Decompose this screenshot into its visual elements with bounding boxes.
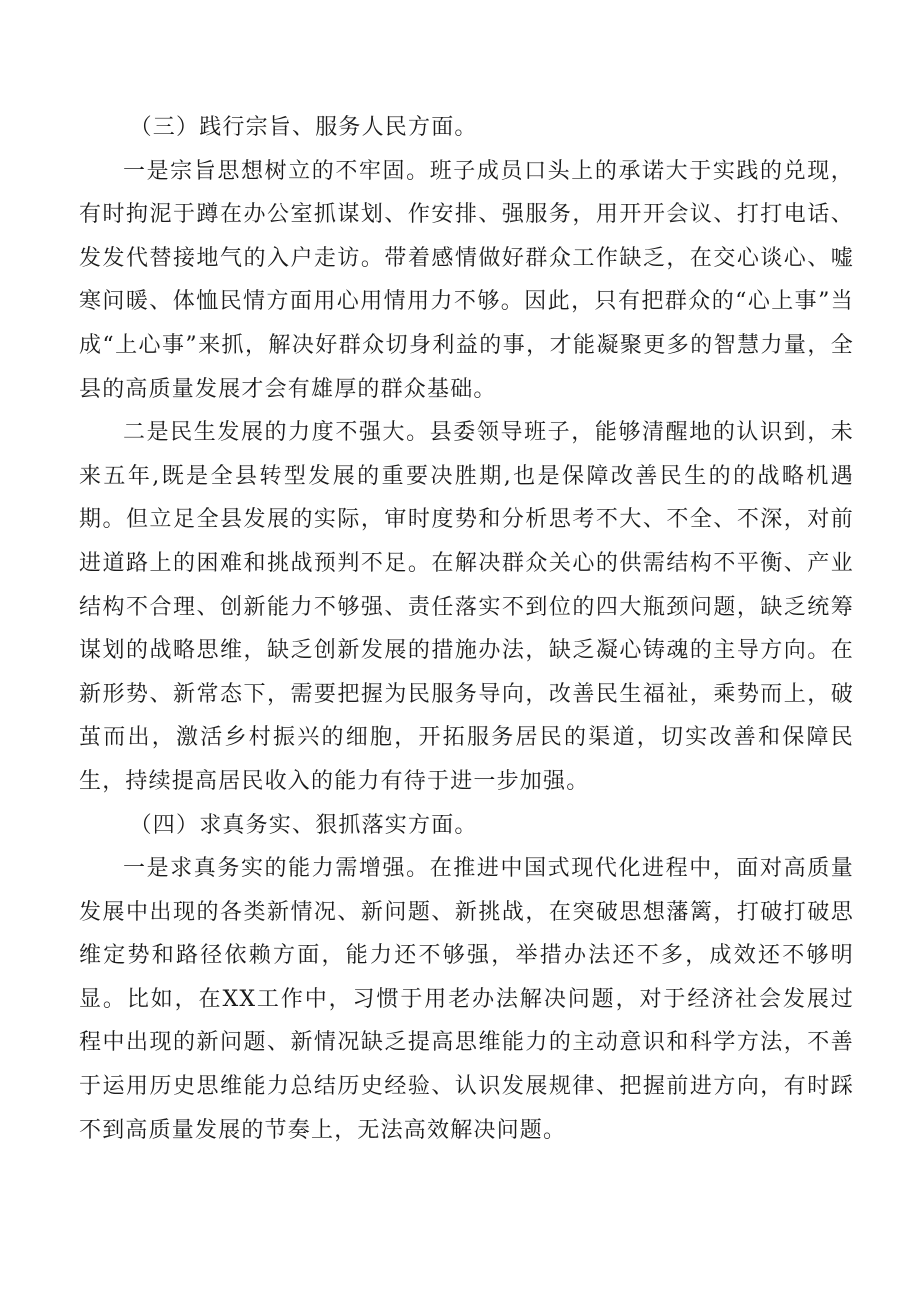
document-body [79,106,854,1152]
section-heading-3: （三）践行宗旨、服务人民方面。 [129,115,478,140]
paragraph-purpose: 一是宗旨思想树立的不牢固。班子成员口头上的承诺大于实践的兑现，有时拘泥于蹲在办公室抓谋划、作安排、强服务，用开开会议、打打电话、发发代替接地气的入户走访。带着感情做好群众工作缺乏，在交心谈心、嘘寒问暖、体恤民情方面用心用情用力不够。因此，只有把群众的“心上事”当成“上心事”来抓，解决好群众切身利益的事，才能凝聚更多的智慧力量，全县的高质量发展才会有雄厚的群众基础。 [79,158,854,402]
paragraph-pragmatic: 一是求真务实的能力需增强。在推进中国式现代化进程中，面对高质量发展中出现的各类新情况、新问题、新挑战，在突破思想藩篱，打破打破思维定势和路径依赖方面，能力还不够强，举措办法还不多，成效还不够明显。比如，在XX工作中，习惯于用老办法解决问题，对于经济社会发展过程中出现的新问题、新情况缺乏提高思维能力的主动意识和科学方法，不善于运用历史思维能力总结历史经验、认识发展规律、把握前进方向，有时踩不到高质量发展的节奏上，无法高效解决问题。 [79,856,854,1143]
paragraph-livelihood: 二是民生发展的力度不强大。县委领导班子，能够清醒地的认识到，未来五年,既是全县转型发展的重要决胜期,也是保障改善民生的的战略机遇期。但立足全县发展的实际，审时度势和分析思考不大、不全、不深，对前进道路上的困难和挑战预判不足。在解决群众关心的供需结构不平衡、产业结构不合理、创新能力不够强、责任落实不到位的四大瓶颈问题，缺乏统筹谋划的战略思维，缺乏创新发展的措施办法，缺乏凝心铸魂的主导方向。在新形势、新常态下，需要把握为民服务导向，改善民生福祉，乘势而上，破茧而出，激活乡村振兴的细胞，开拓服务居民的渠道，切实改善和保障民生，持续提高居民收入的能力有待于进一步加强。 [79,420,854,794]
section-heading-4: （四）求真务实、狠抓落实方面。 [129,812,478,838]
